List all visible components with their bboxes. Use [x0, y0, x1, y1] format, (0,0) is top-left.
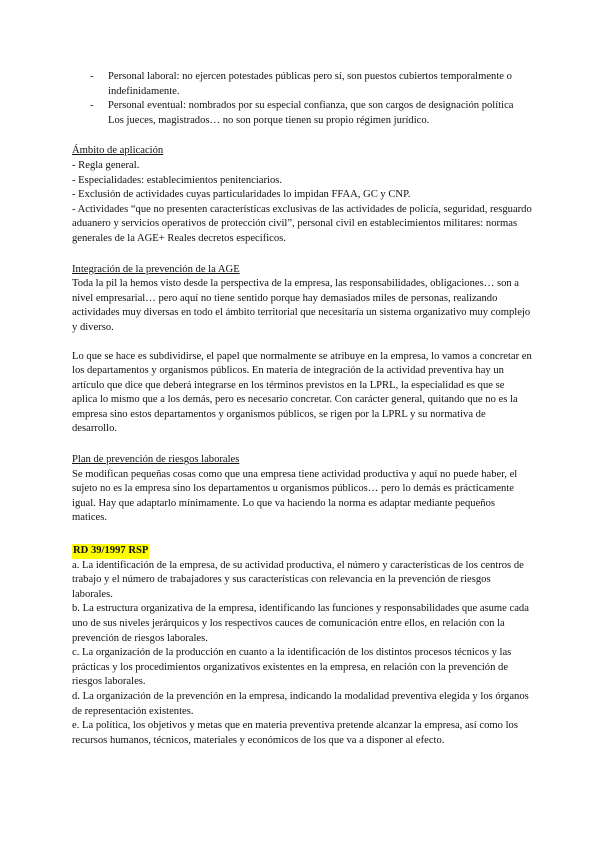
rd-item: e. La política, los objetivos y metas que en materia preventiva pretende alcanzar la empresa, así como los recursos humanos, técnicos, materiales y económicos de los que va a disponer al efecto. [72, 720, 518, 746]
list-item [72, 99, 532, 128]
section-heading: Ámbito de aplicación [72, 145, 164, 157]
bullet-text: Personal laboral: no ejercen potestades públicas pero sí, son puestos cubiertos temporalmente o indefinidamente. [108, 71, 512, 97]
bullet-dash: - [90, 100, 94, 112]
personnel-bullet-list [72, 70, 532, 128]
section-heading: Integración de la prevención de la AGE [72, 263, 240, 275]
bullet-text: Personal eventual: nombrados por su especial confianza, que son cargos de designación política Los jueces, magistrados… no son porque tienen su propio régimen jurídico. [108, 100, 514, 126]
rd-item: c. La organización de la producción en cuanto a la identificación de los distintos procesos técnicos y las prácticas y los procedimientos organizativos existentes en la empresa, en relación con la prevención de riesgos laborales. [72, 647, 512, 688]
document-body [72, 70, 532, 748]
section-heading: Plan de prevención de riesgos laborales [72, 454, 240, 466]
highlighted-heading: RD 39/1997 RSP [72, 544, 149, 559]
paragraph: Toda la pil la hemos visto desde la perspectiva de la empresa, las responsabilidades, obligaciones… son a nivel empresarial… pero aquí no tiene sentido porque hay demasiados miles de personas, realizando actividades muy diversas en todo el ámbito territorial que necesitaría un sistema organizativo muy complejo y diverso. [72, 278, 531, 333]
ambito-line: - Exclusión de actividades cuyas particularidades lo impidan FFAA, GC y CNP. [72, 189, 411, 201]
paragraph: Se modifican pequeñas cosas como que una empresa tiene actividad productiva y aquí no puede haber, el sujeto no es la empresa sino los departamentos u organismos públicos… pero lo demás es prácticamente igual. Hay que adaptarlo mínimamente. Lo que va haciendo la norma es adaptar mediante pequeños matices. [72, 468, 518, 524]
rd-section [72, 544, 532, 748]
rd-item: d. La organización de la prevención en la empresa, indicando la modalidad preventiva elegida y los órganos de representación existentes. [72, 690, 529, 717]
bullet-dash: - [90, 71, 94, 82]
rd-item: b. La estructura organizativa de la empresa, identificando las funciones y responsabilidades que asume cada uno de sus niveles jerárquicos y los respectivos cauces de comunicación entre ellos, en relación con la prevención de riesgos laborales. [72, 603, 529, 644]
plan-section [72, 453, 532, 526]
paragraph: Lo que se hace es subdividirse, el papel que normalmente se atribuye en la empresa, lo vamos a concretar en los departamentos y organismos públicos. En materia de integración de la actividad preventiva hay un artículo que dice que deberá integrarse en los términos previstos en la LPRL, la especialidad es que se aplica lo mismo que a los demás, pero es necesario concretar. Con carácter general, quitando que no es la empresa sino estos departamentos y organismos públicos, se rigen por la LPRL y su normativa de desarrollo. [72, 350, 532, 435]
rd-item: a. La identificación de la empresa, de su actividad productiva, el número y características de los centros de trabajo y el número de trabajadores y sus características con relevancia en la prevención de riesgos laborales. [72, 559, 524, 600]
ambito-line: - Regla general. [72, 159, 140, 171]
ambito-line: - Actividades “que no presenten características exclusivas de las actividades de policía, seguridad, resguardo aduanero y servicios operativos de protección civil”, personal civil en establecimientos militares: normas generales de la AGE+ Reales decretos específicos. [72, 203, 532, 244]
ambito-line: - Especialidades: establecimientos penitenciarios. [72, 174, 283, 186]
list-item [72, 70, 532, 99]
ambito-section [72, 144, 532, 246]
integracion-section [72, 263, 532, 438]
